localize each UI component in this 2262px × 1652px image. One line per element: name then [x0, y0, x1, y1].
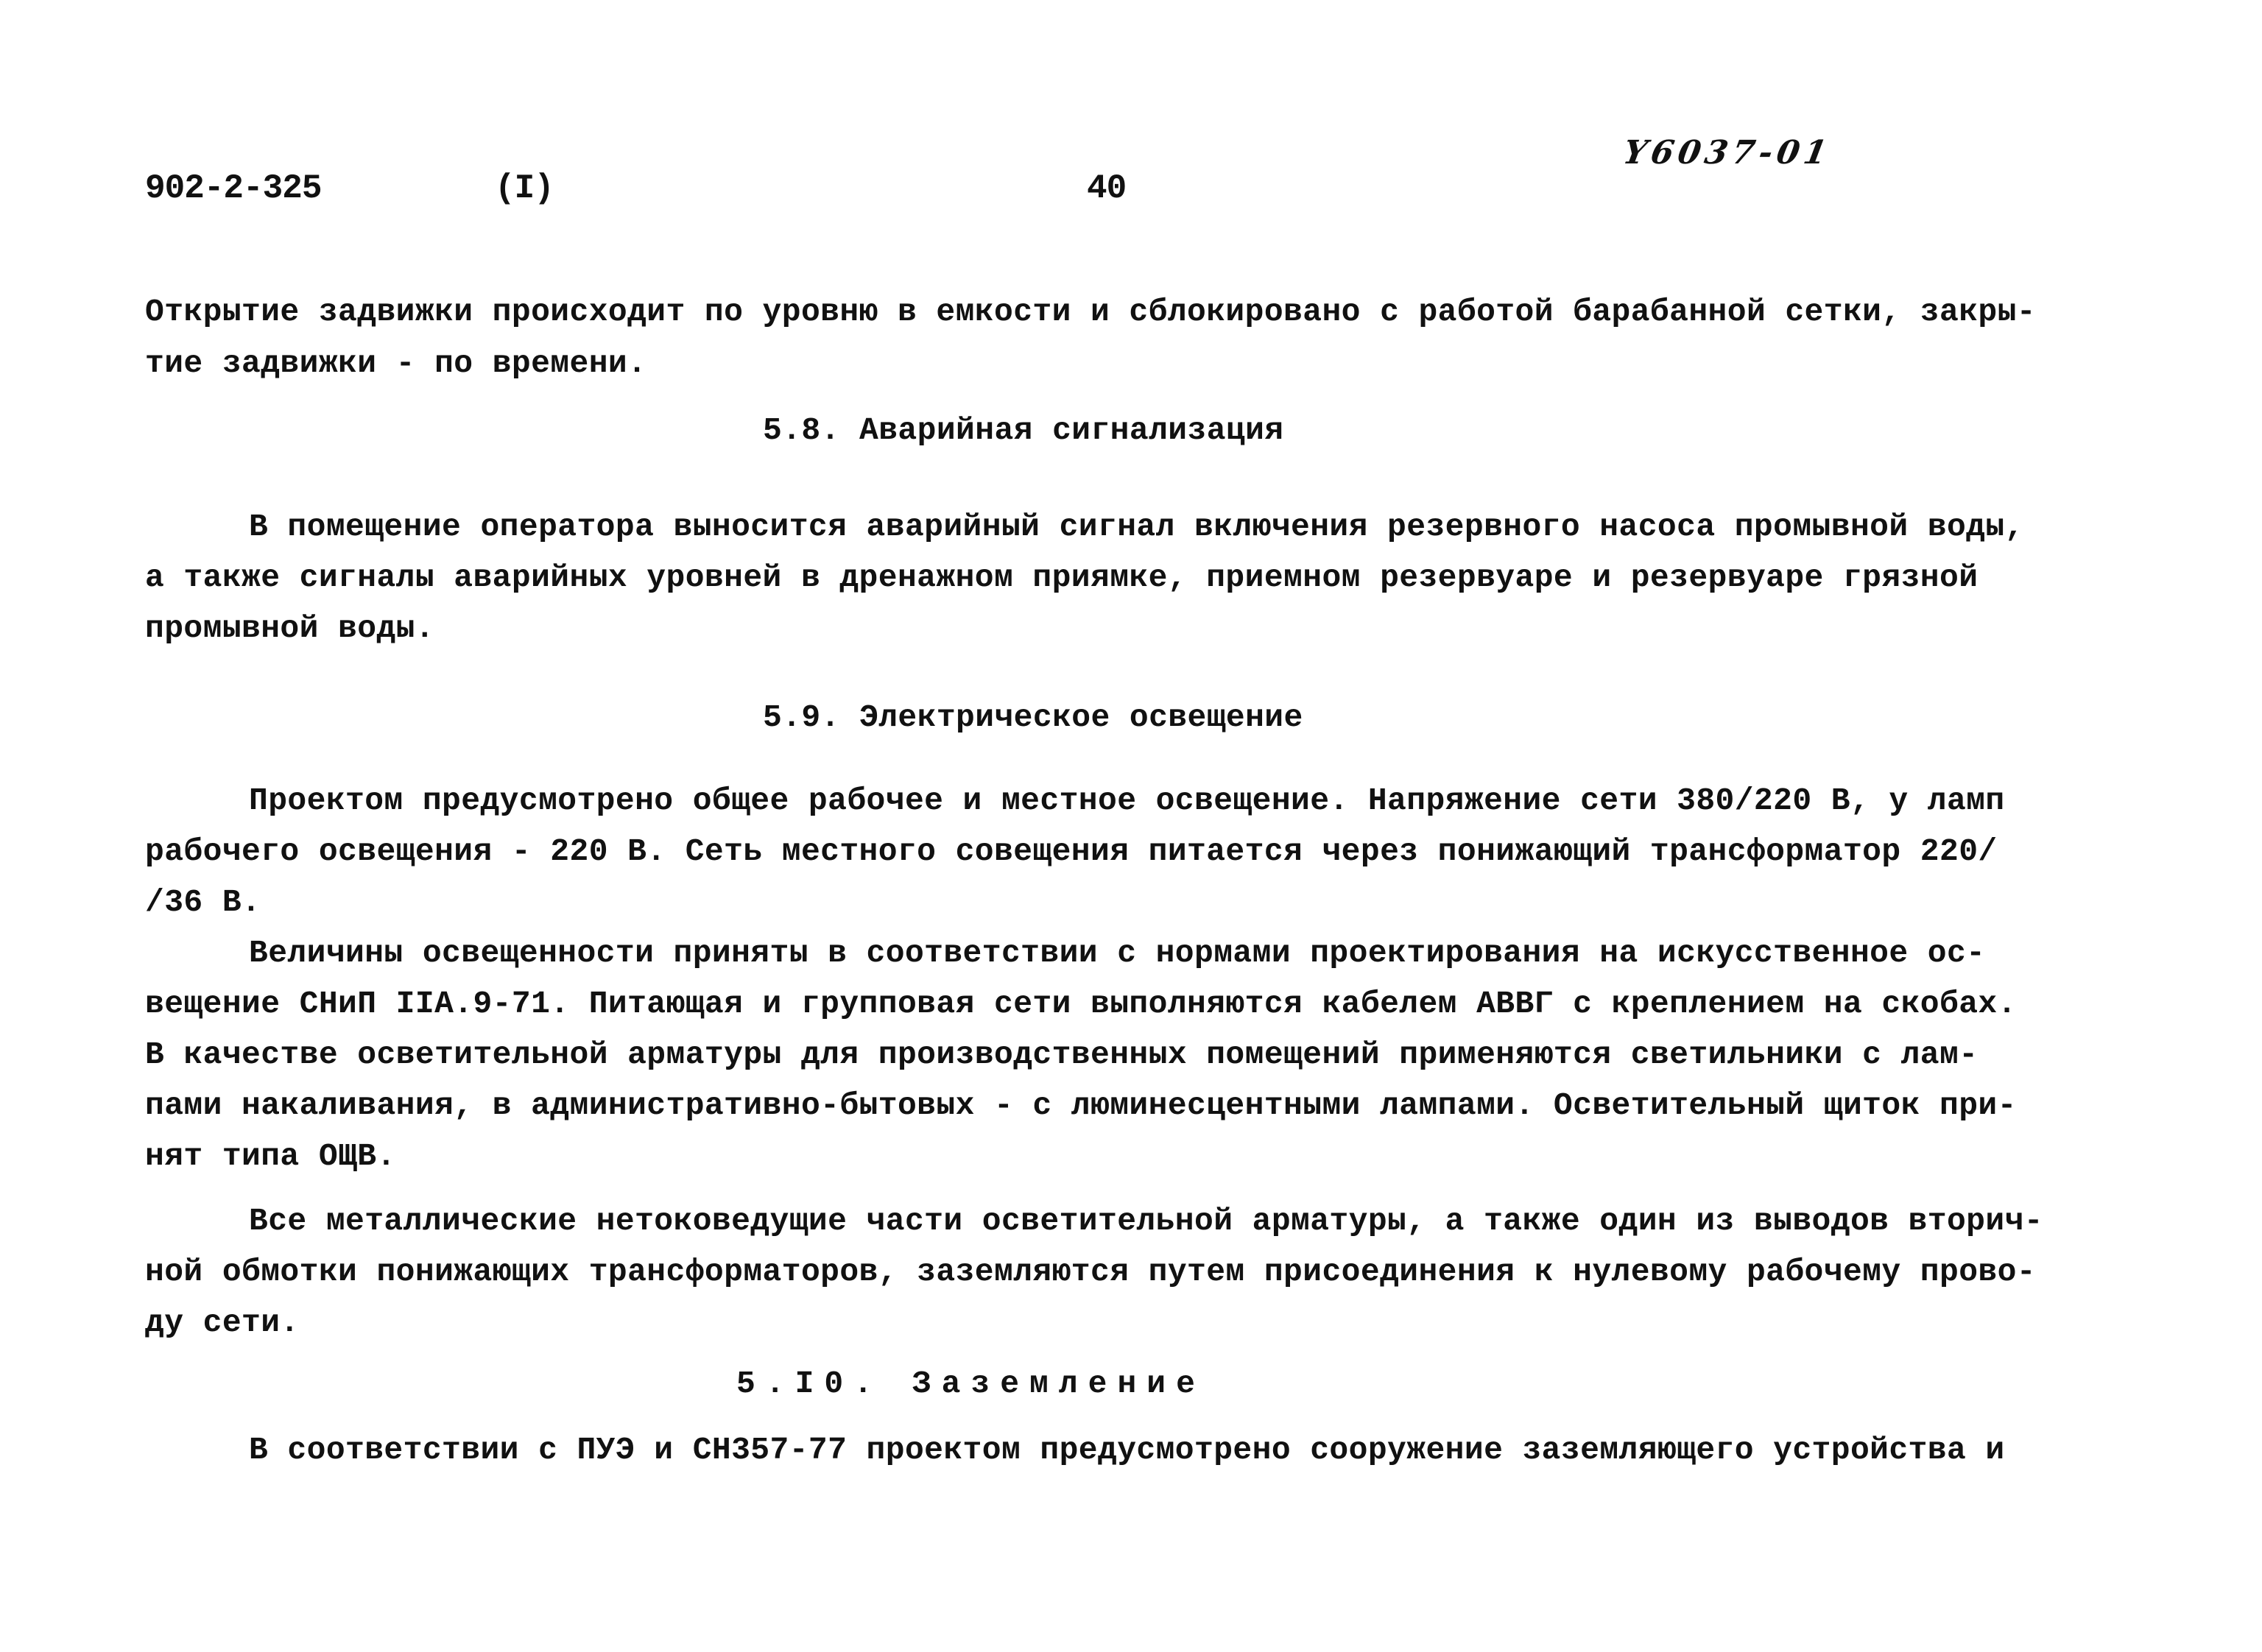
- page-number: 40: [1087, 169, 1127, 208]
- text-line: В соответствии с ПУЭ и СН357-77 проектом предусмотрено сооружение заземляющего устройства и: [249, 1432, 2005, 1468]
- text-line: В качестве осветительной арматуры для производственных помещений применяются светильники с лам-: [145, 1037, 1979, 1073]
- text-line: а также сигналы аварийных уровней в дренажном приямке, приемном резервуаре и резервуаре грязной: [145, 560, 1979, 596]
- text-line: Все металлические нетоковедущие части осветительной арматуры, а также один из выводов вторич-: [249, 1203, 2043, 1239]
- handwritten-archive-mark: Y6037-01: [1620, 134, 1834, 172]
- text-line: Величины освещенности приняты в соответствии с нормами проектирования на искусственное ос-: [249, 935, 1986, 971]
- text-line: нят типа ОЩВ.: [145, 1138, 396, 1174]
- text-line: Проектом предусмотрено общее рабочее и местное освещение. Напряжение сети 380/220 В, у ламп: [249, 783, 2005, 819]
- document-part: (I): [495, 169, 554, 208]
- text-line: В помещение оператора выносится аварийный сигнал включения резервного насоса промывной воды,: [249, 509, 2024, 545]
- section-heading-5-9: 5.9. Электрическое освещение: [763, 699, 1303, 735]
- section-heading-5-8: 5.8. Аварийная сигнализация: [763, 412, 1284, 448]
- section-heading-5-10: 5.I0. Заземление: [736, 1366, 1205, 1402]
- text-line: /36 В.: [145, 884, 261, 920]
- text-line: пами накаливания, в административно-бытовых - с люминесцентными лампами. Осветительный щиток при-: [145, 1087, 2017, 1123]
- text-line: ду сети.: [145, 1305, 300, 1341]
- text-line: вещение СНиП IIА.9-71. Питающая и групповая сети выполняются кабелем АВВГ с креплением на скобах.: [145, 986, 2017, 1022]
- text-line: Открытие задвижки происходит по уровню в емкости и сблокировано с работой барабанной сетки, закры-: [145, 294, 2037, 330]
- document-code: 902-2-325: [145, 169, 322, 208]
- text-line: тие задвижки - по времени.: [145, 345, 647, 381]
- text-line: ной обмотки понижающих трансформаторов, заземляются путем присоединения к нулевому рабочему прово-: [145, 1254, 2037, 1290]
- text-line: рабочего освещения - 220 В. Сеть местного совещения питается через понижающий трансформатор 220/: [145, 833, 1998, 869]
- text-line: промывной воды.: [145, 610, 435, 646]
